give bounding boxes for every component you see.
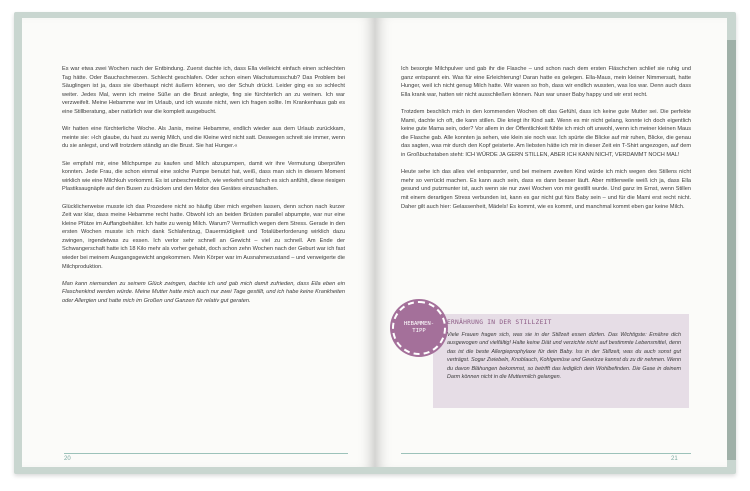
left-paragraph-1: Es war etwa zwei Wochen nach der Entbindung. Zuerst dachte ich, dass Ella vielleicht einfach einen schlechten Tag hätte. Oder Bauchschmerzen. Schlecht geschlafen. Oder schon einen Wachstumsschub? Das Problem bei Säuglingen ist ja, dass sie überhaupt nicht äußern können, wo der Schuh drückt. Leider ging es so schlecht weiter. Jedes Mal, wenn ich meine Süße an die Brust anlegte, fing sie fürchterlich an zu weinen. Ich war verzweifelt. Meine Hebamme war im Urlaub, und ich wusste nicht, wen ich fragen sollte. Im Krankenhaus gab es eine Stillberatung, aber natürlich war die komplett ausgebucht.: [62, 66, 345, 115]
badge-line-1: HEBAMMEN-: [403, 321, 435, 327]
badge-line-2: TIPP: [412, 328, 426, 334]
left-page-number: 20: [64, 456, 71, 462]
left-paragraph-3: Sie empfahl mir, eine Milchpumpe zu kaufen und Milch abzupumpen, damit wir ihre Vermutung überprüfen konnten. Jede Frau, die schon einmal eine solche Pumpe benutzt hat, weiß, dass man sich in diesem Moment wirklich wie eine Milchkuh vorkommt. Es ist unbeschreiblich, wie verkehrt und falsch es sich anfühlt, diese riesigen Plastiksaugnäpfe auf den Busen zu drücken und den Motor des Gerätes einzuschalten.: [62, 160, 345, 193]
right-page-body: [401, 65, 691, 220]
tip-text: Viele Frauen fragen sich, was sie in der Stillzeit essen dürfen. Das Wichtigste: Ernähre dich ausgewogen und vielfältig! Halte keine Diät und verzichte nicht auf bestimmte Lebensmittel, denn das ist die beste Allergieprophylaxe für dein Baby. Iss in der Stillzeit, was du auch sonst gut verträgst. Sogar Zwiebeln, Knoblauch, Kohlgemüse und Gewürze kannst du zu dir nehmen. Wenn du davon Blähungen bekommst, so betrifft das lediglich dein Wohlbefinden. Die Gase in deinem Darm können nicht in die Muttermilch gelangen.: [447, 332, 681, 381]
right-page: [375, 18, 727, 467]
left-page: [22, 18, 375, 467]
right-paragraph-3: Heute sehe ich das alles viel entspannter, und bei meinem zweiten Kind würde ich mich wegen des Stillens nicht mehr so verrückt machen. Es kann auch sein, dass es dann besser läuft. Aber mittlerweile weiß ich ja, dass Ella gesund und putzmunter ist, auch wenn sie nur zwei Wochen von mir gestillt wurde. Und ganz im Ernst, wenn Stillen mit einem derartigen Stress verbunden ist, kann es gar nicht gut fürs Baby sein – und für die Mami erst recht nicht. Daher gilt auch hier: Gelassenheit, Mädels! Es kommt, wie es kommt, und manchmal kommt eben gar keine Milch.: [401, 169, 691, 210]
left-page-body: [62, 65, 345, 314]
left-paragraph-5: Man kann niemanden zu seinem Glück zwingen, dachte ich und gab mich damit zufrieden, dass Ella eben ein Flaschenkind werden würde. Meine Mutter hatte mich auch nur zwei Tage gestillt, und ich habe keine Krankheiten oder Allergien und hatte mich im Großen und Ganzen für relativ gut geraten.: [62, 280, 345, 305]
left-paragraph-4: Glücklicherweise musste ich das Prozedere nicht so häufig über mich ergehen lassen, denn schon nach kurzer Zeit war klar, dass meine Hebamme recht hatte. Obwohl ich an beiden Brüsten parallel abpumpte, war nur eine kleine Pfütze im Auffangbehälter. Ich hatte zu wenig Milch. Warum? Vermutlich wegen dem Stress. Gerade in den ersten Wochen musste ich mich dank Schlafentzug, Dauermüdigkeit und Totalüberforderung wirklich dazu zwingen, irgendetwas zu essen. Ich verlor sehr schnell an Gewicht – viel zu schnell. Am Ende der Schwangerschaft hatte ich 18 Kilo mehr als vorher gehabt, doch schon zehn Wochen nach der Geburt war ich fast wieder bei meinem Ausgangsgewicht angekommen. Mein Körper war im Ausnahmezustand – und verweigerte die Milchproduktion.: [62, 203, 345, 270]
left-paragraph-2: Wir hatten eine fürchterliche Woche. Als Janis, meine Hebamme, endlich wieder aus dem Urlaub zurückkam, meinte sie: »Ich glaube, du hast zu wenig Milch, und die Kleine wird nicht satt. Deswegen schreit sie immer, wenn du sie anlegst, und will trotzdem ständig an die Brust. Sie hat Hunger.«: [62, 126, 345, 150]
right-page-number: 21: [671, 456, 678, 462]
right-paragraph-1: Ich besorgte Milchpulver und gab ihr die Flasche – und schon nach dem ersten Fläschchen schlief sie ruhig und ganz entspannt ein. Was für eine Erleichterung! Daran hatte es gelegen. Ella-Maus, mein kleiner Nimmersatt, hatte Hunger, weil ich nicht genug Milch hatte. Wir waren so froh, dass wir endlich wussten, was los war. Denn auch dass Ella krank war, hatten wir nicht ausschließen können. Nun war unser Baby happy und wir erst recht.: [401, 66, 691, 98]
right-paragraph-2: Trotzdem beschlich mich in den kommenden Wochen oft das Gefühl, dass ich keine gute Mutter sei. Die perfekte Mami, dachte ich oft, die kann stillen. Die kriegt ihr Kind satt. Wenn es mir nicht gelang, konnte ich doch eigentlich keine gute Mama sein, oder? Vor allem in der Öffentlichkeit fühlte ich mich oft unwohl, wenn ich meiner kleinen Maus die Flasche gab. Alle konnten ja sehen, wie klein sie noch war. Ich spürte die Blicke auf mir ruhen, Blicke, die genau das sagten, was mir durch den Kopf geisterte. Am liebsten hätte ich mir in dieser Zeit ein T-Shirt angezogen, auf dem in Großbuchstaben steht: ICH WÜRDE JA GERN STILLEN, ABER ICH KANN NICHT, VERDAMMT NOCH MAL!: [401, 108, 691, 158]
right-footer-rule: [401, 453, 691, 454]
book-cover-edge: [726, 40, 736, 460]
left-footer-rule: [64, 453, 348, 454]
hebammen-tipp-badge: [392, 301, 446, 355]
tip-title: ERNÄHRUNG IN DER STILLZEIT: [447, 319, 552, 326]
tip-box: [433, 314, 689, 408]
